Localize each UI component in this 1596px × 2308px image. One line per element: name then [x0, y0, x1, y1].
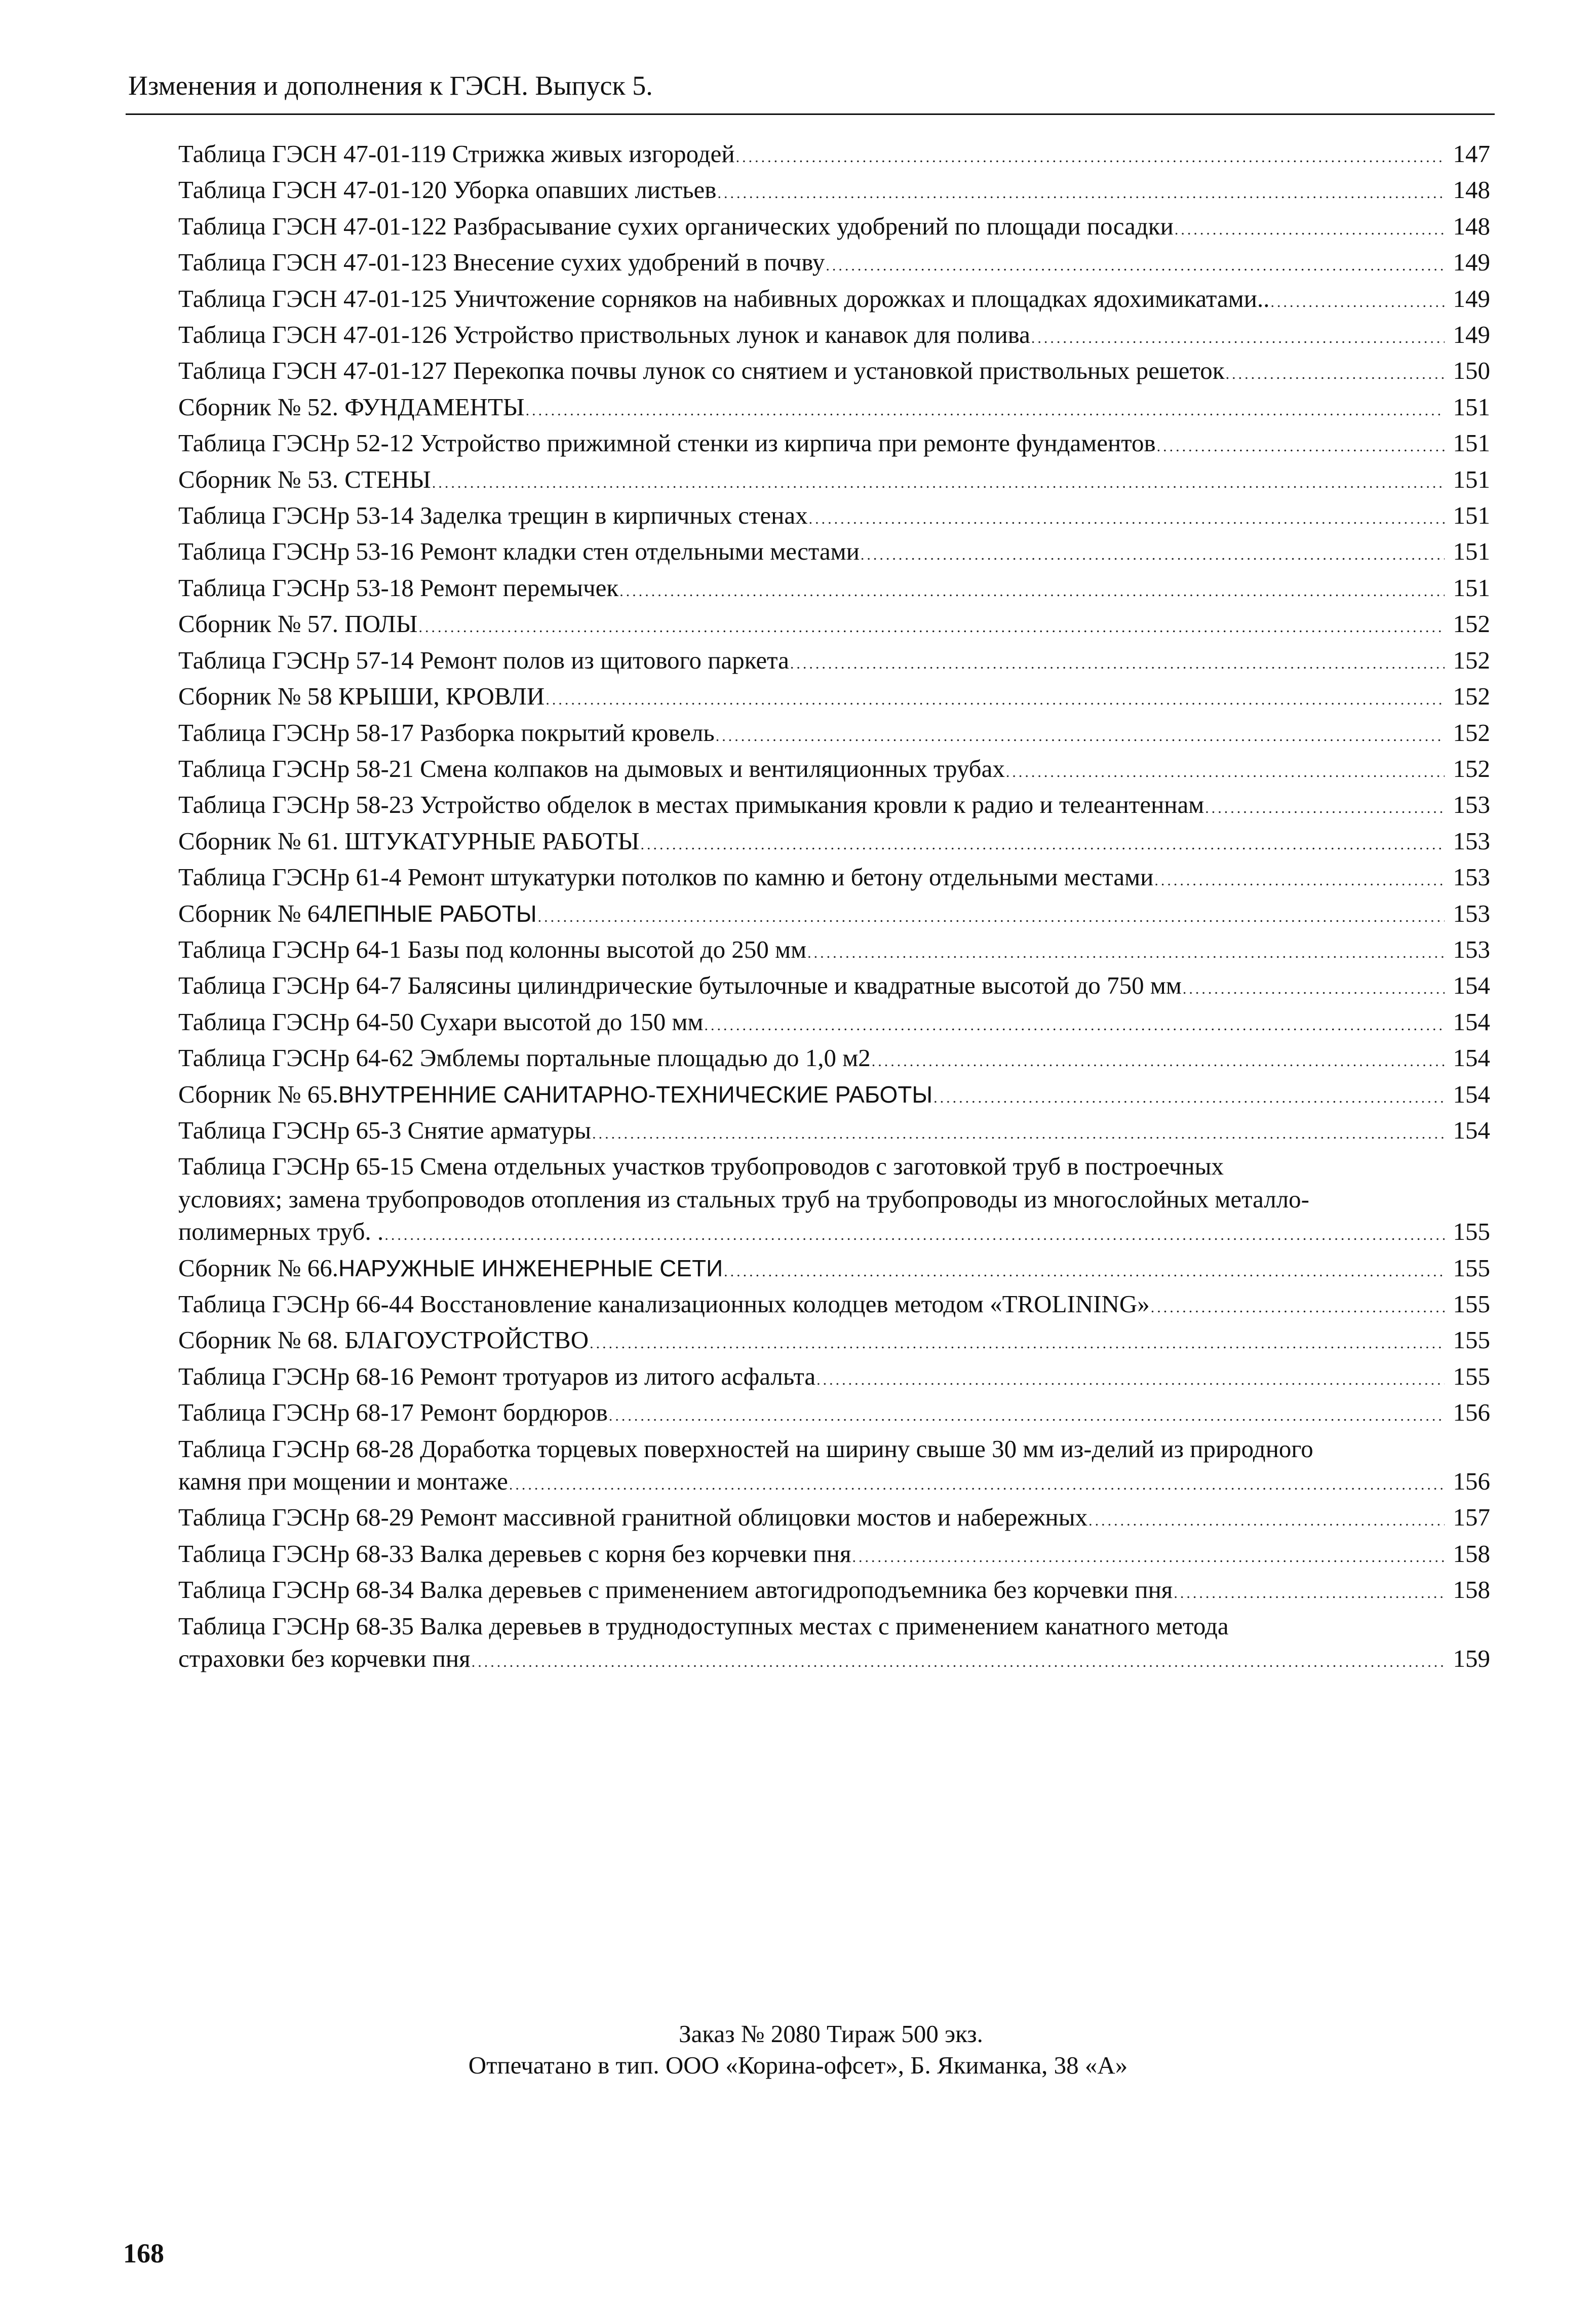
toc-entry-title: полимерных труб. .: [178, 1218, 384, 1246]
toc-entry: [178, 1150, 1490, 1251]
toc-page-number: 156: [1453, 1398, 1490, 1427]
toc-entry-title: Таблица ГЭСН 47-01-119 Стрижка живых изгородей: [178, 140, 735, 168]
toc-entry-title: Таблица ГЭСНр 61-4 Ремонт штукатурки потолков по камню и бетону отдельными местами: [178, 863, 1154, 891]
toc-dot-leader: [1151, 1288, 1445, 1324]
toc-entry: [178, 210, 1490, 246]
toc-entry-title: Сборник № 53. СТЕНЫ: [178, 465, 431, 493]
toc-page-number: 157: [1453, 1503, 1490, 1532]
toc-dot-leader: [736, 138, 1445, 174]
toc-dot-leader: [1006, 753, 1445, 789]
toc-page-number: 155: [1453, 1254, 1490, 1282]
toc-page-number: 151: [1453, 393, 1490, 421]
toc-dot-leader: [609, 1396, 1445, 1432]
toc-dot-leader: [472, 1642, 1445, 1678]
toc-entry-title: Таблица ГЭСНр 53-18 Ремонт перемычек: [178, 573, 619, 602]
toc-entry-title: Таблица ГЭСН 47-01-126 Устройство приствольных лунок и канавок для полива: [178, 321, 1030, 349]
toc-dot-leader: [872, 1042, 1445, 1078]
toc-entry: [178, 825, 1490, 861]
toc-page-number: 152: [1453, 610, 1490, 638]
toc-entry: [178, 138, 1490, 174]
toc-entry-title: Таблица ГЭСНр 58-23 Устройство обделок в местах примыкания кровли к радио и телеантеннам: [178, 791, 1204, 819]
toc-page-number: 159: [1453, 1645, 1490, 1673]
toc-entry: [178, 499, 1490, 535]
toc-entry-title: Таблица ГЭСНр 57-14 Ремонт полов из щитового паркета: [178, 646, 789, 674]
toc-entry-line: условиях; замена трубопроводов отопления из стальных труб на трубопроводы из многослойных металло-: [178, 1185, 1309, 1213]
toc-page-number: 154: [1453, 1080, 1490, 1108]
toc-page-number: 149: [1453, 248, 1490, 277]
toc-entry-title: Таблица ГЭСНр 58-17 Разборка покрытий кровель: [178, 718, 715, 747]
toc-page-number: 155: [1453, 1290, 1490, 1318]
toc-entry: [178, 572, 1490, 608]
toc-dot-leader: [1175, 210, 1445, 246]
toc-dot-leader: [1031, 319, 1445, 355]
toc-entry-title: Сборник № 65.: [178, 1080, 338, 1108]
toc-entry-title: Сборник № 58 КРЫШИ, КРОВЛИ: [178, 682, 545, 711]
toc-dot-leader: [1226, 355, 1445, 390]
toc-page-number: 153: [1453, 899, 1490, 927]
toc-entry: [178, 753, 1490, 789]
toc-entry-title: Таблица ГЭСНр 64-7 Балясины цилиндрические бутылочные и квадратные высотой до 750 мм: [178, 971, 1182, 1000]
toc-dot-leader: [705, 1006, 1445, 1042]
toc-entry: [178, 608, 1490, 644]
toc-dot-leader: [933, 1078, 1445, 1114]
toc-entry: [178, 969, 1490, 1005]
toc-dot-leader: [526, 391, 1445, 427]
toc-entry: [178, 1574, 1490, 1610]
toc-dot-leader: [807, 933, 1445, 969]
toc-entry-title: Сборник № 52. ФУНДАМЕНТЫ: [178, 393, 525, 421]
toc-page-number: 153: [1453, 935, 1490, 963]
toc-entry-title: Таблица ГЭСН 47-01-120 Уборка опавших листьев: [178, 176, 717, 204]
toc-dot-leader: [432, 463, 1445, 499]
toc-entry-title: Таблица ГЭСНр 68-29 Ремонт массивной гранитной облицовки мостов и набережных: [178, 1503, 1088, 1532]
toc-entry: [178, 789, 1490, 825]
toc-page-number: 149: [1453, 321, 1490, 349]
toc-entry-title: Сборник № 61. ШТУКАТУРНЫЕ РАБОТЫ: [178, 827, 640, 855]
toc-entry: [178, 319, 1490, 355]
toc-dot-leader: [1205, 789, 1445, 825]
toc-entry-section-name: ВНУТРЕННИЕ САНИТАРНО-ТЕХНИЧЕСКИЕ РАБОТЫ: [338, 1081, 933, 1108]
toc-entry: [178, 246, 1490, 282]
toc-entry-title: Таблица ГЭСНр 68-16 Ремонт тротуаров из литого асфальта: [178, 1362, 816, 1390]
toc-entry: [178, 391, 1490, 427]
toc-entry: [178, 1078, 1490, 1114]
toc-page-number: 151: [1453, 429, 1490, 457]
toc-dot-leader: [724, 1252, 1445, 1288]
toc-dot-leader: [619, 572, 1445, 608]
toc-entry: [178, 463, 1490, 499]
toc-entry: [178, 717, 1490, 753]
toc-entry: [178, 1324, 1490, 1360]
toc-entry-title: Таблица ГЭСНр 68-17 Ремонт бордюров: [178, 1398, 608, 1427]
toc-entry: [178, 427, 1490, 463]
toc-entry-line: Таблица ГЭСНр 68-28 Доработка торцевых поверхностей на ширину свыше 30 мм из-делий из природного: [178, 1434, 1313, 1463]
toc-page-number: 154: [1453, 1116, 1490, 1144]
toc-dot-leader: [1183, 969, 1445, 1005]
toc-dot-leader: [546, 680, 1445, 716]
header-divider: [126, 113, 1495, 115]
toc-page-number: 149: [1453, 284, 1490, 312]
toc-entry: [178, 897, 1490, 933]
toc-page-number: 155: [1453, 1326, 1490, 1354]
toc-entry-title: Сборник № 68. БЛАГОУСТРОЙСТВО: [178, 1326, 589, 1354]
toc-entry: [178, 1396, 1490, 1432]
toc-entry-title: Таблица ГЭСНр 53-14 Заделка трещин в кирпичных стенах: [178, 501, 808, 530]
table-of-contents: [178, 138, 1490, 1678]
imprint: [0, 2018, 1596, 2081]
toc-entry: [178, 1501, 1490, 1537]
toc-entry: [178, 1360, 1490, 1396]
toc-dot-leader: [509, 1465, 1445, 1501]
toc-entry-line: Таблица ГЭСНр 68-35 Валка деревьев в труднодоступных местах с применением канатного метода: [178, 1612, 1229, 1640]
toc-page-number: 152: [1453, 754, 1490, 783]
toc-entry-title: Таблица ГЭСНр 52-12 Устройство прижимной стенки из кирпича при ремонте фундаментов: [178, 429, 1156, 457]
toc-page-number: 155: [1453, 1218, 1490, 1246]
toc-entry-leading-lines: [178, 1610, 1490, 1642]
toc-page-number: 156: [1453, 1467, 1490, 1496]
toc-dot-leader: [826, 246, 1445, 282]
toc-page-number: 148: [1453, 176, 1490, 204]
toc-entry: [178, 1114, 1490, 1150]
toc-entry-section-name: НАРУЖНЫЕ ИНЖЕНЕРНЫЕ СЕТИ: [338, 1255, 723, 1281]
toc-dot-leader: [790, 644, 1445, 680]
toc-page-number: 148: [1453, 212, 1490, 240]
toc-dot-leader: [590, 1324, 1445, 1360]
toc-dot-leader: [809, 499, 1445, 535]
toc-page-number: 152: [1453, 682, 1490, 711]
toc-entry-title: Таблица ГЭСН 47-01-123 Внесение сухих удобрений в почву: [178, 248, 825, 277]
toc-entry-title: Таблица ГЭСНр 64-62 Эмблемы портальные площадью до 1,0 м2: [178, 1044, 871, 1072]
toc-entry-line: Таблица ГЭСНр 65-15 Смена отдельных участков трубопроводов с заготовкой труб в построечных: [178, 1152, 1224, 1181]
toc-entry-title: Таблица ГЭСНр 53-16 Ремонт кладки стен отдельными местами: [178, 537, 860, 566]
toc-entry-title: Таблица ГЭСНр 68-34 Валка деревьев с применением автогидроподъемника без корчевки пня: [178, 1576, 1173, 1604]
imprint-order: Заказ № 2080 Тираж 500 экз.: [679, 2020, 983, 2048]
toc-dot-leader: [384, 1216, 1445, 1251]
toc-entry: [178, 535, 1490, 571]
page-number: 168: [123, 2238, 164, 2268]
toc-page-number: 151: [1453, 501, 1490, 530]
toc-entry: [178, 174, 1490, 210]
toc-entry-title: Таблица ГЭСН 47-01-122 Разбрасывание сухих органических удобрений по площади посадки: [178, 212, 1174, 240]
toc-page-number: 155: [1453, 1362, 1490, 1390]
toc-dot-leader: [1174, 1574, 1445, 1610]
toc-page-number: 154: [1453, 971, 1490, 1000]
toc-entry: [178, 1538, 1490, 1574]
toc-page-number: 151: [1453, 465, 1490, 493]
toc-dot-leader: [1088, 1501, 1445, 1537]
toc-entry: [178, 1042, 1490, 1078]
toc-entry-title: Таблица ГЭСНр 58-21 Смена колпаков на дымовых и вентиляционных трубах: [178, 754, 1005, 783]
running-header: Изменения и дополнения к ГЭСН. Выпуск 5.: [128, 70, 653, 101]
toc-page-number: 147: [1453, 140, 1490, 168]
toc-dot-leader: [1157, 427, 1445, 463]
toc-entry-title: Сборник № 57. ПОЛЫ: [178, 610, 418, 638]
toc-page-number: 154: [1453, 1007, 1490, 1036]
toc-entry-title: Таблица ГЭСН 47-01-125 Уничтожение сорняков на набивных дорожках и площадках ядохимикатами..: [178, 284, 1270, 312]
toc-entry: [178, 680, 1490, 716]
toc-entry: [178, 1252, 1490, 1288]
imprint-printer: Отпечатано в тип. ООО «Корина-офсет», Б. Якиманка, 38 «А»: [468, 2051, 1128, 2079]
toc-dot-leader: [1270, 283, 1445, 319]
toc-entry-title: страховки без корчевки пня: [178, 1645, 471, 1673]
toc-entry-title: Таблица ГЭСНр 65-3 Снятие арматуры: [178, 1116, 592, 1144]
toc-dot-leader: [1154, 861, 1445, 897]
toc-page-number: 150: [1453, 357, 1490, 385]
toc-page-number: 154: [1453, 1044, 1490, 1072]
toc-entry-title: Сборник № 66.: [178, 1254, 338, 1282]
toc-entry-title: Таблица ГЭСН 47-01-127 Перекопка почвы лунок со снятием и установкой приствольных решеток: [178, 357, 1225, 385]
toc-page-number: 158: [1453, 1539, 1490, 1568]
toc-entry-leading-lines: [178, 1150, 1490, 1216]
toc-entry-leading-lines: [178, 1433, 1490, 1465]
toc-page-number: 153: [1453, 827, 1490, 855]
toc-dot-leader: [816, 1360, 1445, 1396]
toc-page-number: 158: [1453, 1576, 1490, 1604]
toc-page-number: 151: [1453, 537, 1490, 566]
toc-entry: [178, 1610, 1490, 1679]
toc-entry-title: камня при мощении и монтаже: [178, 1467, 508, 1496]
toc-entry: [178, 283, 1490, 319]
toc-entry: [178, 933, 1490, 969]
toc-entry-title: Сборник № 64: [178, 899, 332, 927]
toc-entry: [178, 1288, 1490, 1324]
toc-entry: [178, 1433, 1490, 1502]
toc-entry: [178, 644, 1490, 680]
toc-entry: [178, 861, 1490, 897]
toc-entry-title: Таблица ГЭСНр 66-44 Восстановление канализационных колодцев методом «TROLINING»: [178, 1290, 1150, 1318]
toc-entry-title: Таблица ГЭСНр 64-50 Сухари высотой до 150 мм: [178, 1007, 704, 1036]
toc-page-number: 153: [1453, 791, 1490, 819]
toc-dot-leader: [640, 825, 1445, 861]
toc-entry-section-name: ЛЕПНЫЕ РАБОТЫ: [332, 900, 537, 927]
toc-dot-leader: [852, 1538, 1445, 1574]
toc-entry-title: Таблица ГЭСНр 64-1 Базы под колонны высотой до 250 мм: [178, 935, 807, 963]
toc-entry: [178, 355, 1490, 390]
toc-dot-leader: [716, 717, 1445, 753]
toc-entry-title: Таблица ГЭСНр 68-33 Валка деревьев с корня без корчевки пня: [178, 1539, 851, 1568]
toc-dot-leader: [861, 535, 1445, 571]
toc-page-number: 151: [1453, 573, 1490, 602]
toc-page-number: 152: [1453, 646, 1490, 674]
toc-dot-leader: [717, 174, 1445, 210]
toc-entry: [178, 1006, 1490, 1042]
toc-dot-leader: [538, 897, 1445, 933]
toc-page-number: 152: [1453, 718, 1490, 747]
toc-dot-leader: [592, 1114, 1445, 1150]
toc-dot-leader: [419, 608, 1445, 644]
toc-page-number: 153: [1453, 863, 1490, 891]
